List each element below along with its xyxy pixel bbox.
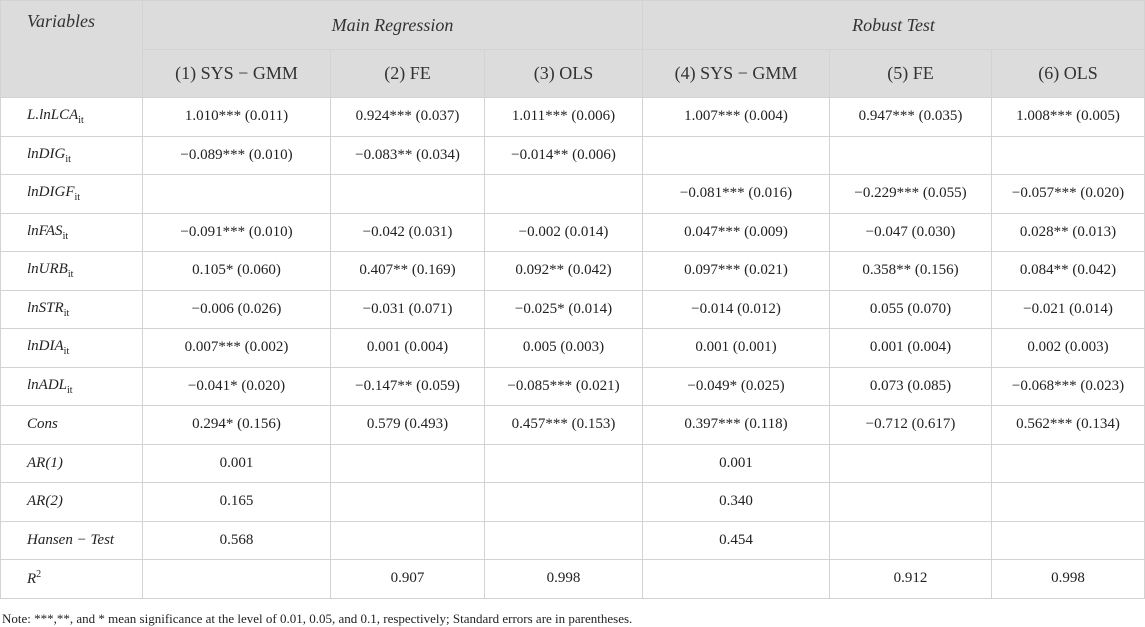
table-cell — [992, 521, 1145, 560]
table-row — [1, 252, 1145, 291]
table-body — [1, 98, 1145, 599]
variable-label — [1, 406, 143, 445]
column-header: (4) SYS − GMM — [643, 50, 830, 98]
table-cell: 0.084** (0.042) — [992, 252, 1145, 291]
table-cell: 0.294* (0.156) — [143, 406, 331, 445]
table-cell: 1.007*** (0.004) — [643, 98, 830, 137]
table-cell: −0.057*** (0.020) — [992, 175, 1145, 214]
group-header-main-regression: Main Regression — [143, 1, 643, 50]
variable-subscript: it — [63, 346, 70, 358]
table-cell: 0.092** (0.042) — [485, 252, 643, 291]
table-cell — [643, 136, 830, 175]
table-row — [1, 98, 1145, 137]
header-row-groups — [1, 1, 1145, 50]
table-cell: −0.041* (0.020) — [143, 367, 331, 406]
variable-name: R — [27, 571, 37, 588]
table-cell: −0.002 (0.014) — [485, 213, 643, 252]
variable-subscript: it — [67, 269, 74, 281]
table-cell — [143, 175, 331, 214]
table-cell: −0.042 (0.031) — [331, 213, 485, 252]
variable-name: lnSTR — [27, 299, 64, 316]
variable-subscript: it — [63, 307, 70, 319]
variable-name: lnFAS — [27, 222, 63, 239]
table-cell: −0.083** (0.034) — [331, 136, 485, 175]
table-row — [1, 560, 1145, 599]
table-cell: −0.021 (0.014) — [992, 290, 1145, 329]
table-cell: −0.229*** (0.055) — [830, 175, 992, 214]
variable-name: L.lnLCA — [27, 107, 79, 124]
variable-label — [1, 329, 143, 368]
variable-subscript: it — [78, 115, 84, 127]
table-cell: 0.097*** (0.021) — [643, 252, 830, 291]
variable-name: AR(1) — [27, 454, 63, 471]
table-cell: 0.001 (0.004) — [830, 329, 992, 368]
table-cell — [830, 136, 992, 175]
table-cell: 0.001 — [643, 444, 830, 483]
table-cell — [331, 483, 485, 522]
table-cell: 0.998 — [992, 560, 1145, 599]
table-cell: 0.165 — [143, 483, 331, 522]
table-cell: 0.454 — [643, 521, 830, 560]
table-cell: 0.912 — [830, 560, 992, 599]
table-cell: 0.457*** (0.153) — [485, 406, 643, 445]
table-cell — [485, 175, 643, 214]
table-row — [1, 175, 1145, 214]
variable-subscript: it — [62, 230, 69, 242]
table-cell: 0.105* (0.060) — [143, 252, 331, 291]
table-cell — [331, 444, 485, 483]
table-cell: −0.091*** (0.010) — [143, 213, 331, 252]
table-row — [1, 406, 1145, 445]
table-cell: −0.712 (0.617) — [830, 406, 992, 445]
table-cell: 0.028** (0.013) — [992, 213, 1145, 252]
table-cell: −0.089*** (0.010) — [143, 136, 331, 175]
column-header: (3) OLS — [485, 50, 643, 98]
table-cell: 0.047*** (0.009) — [643, 213, 830, 252]
table-row — [1, 483, 1145, 522]
variable-name: lnDIA — [27, 338, 64, 355]
table-cell — [643, 560, 830, 599]
table-cell: 0.998 — [485, 560, 643, 599]
table-cell: 0.562*** (0.134) — [992, 406, 1145, 445]
table-cell: 0.579 (0.493) — [331, 406, 485, 445]
table-cell: 0.340 — [643, 483, 830, 522]
column-header: (2) FE — [331, 50, 485, 98]
variable-label — [1, 521, 143, 560]
table-row — [1, 290, 1145, 329]
table-cell: −0.014 (0.012) — [643, 290, 830, 329]
table-cell: 1.011*** (0.006) — [485, 98, 643, 137]
table-cell: −0.081*** (0.016) — [643, 175, 830, 214]
table-cell — [992, 136, 1145, 175]
table-cell — [992, 444, 1145, 483]
table-cell: −0.014** (0.006) — [485, 136, 643, 175]
table-cell: 0.002 (0.003) — [992, 329, 1145, 368]
table-cell — [485, 483, 643, 522]
table-cell: 0.358** (0.156) — [830, 252, 992, 291]
variable-label — [1, 560, 143, 599]
table-cell: 0.073 (0.085) — [830, 367, 992, 406]
table-row — [1, 367, 1145, 406]
table-cell — [830, 521, 992, 560]
table-row — [1, 329, 1145, 368]
table-cell: −0.006 (0.026) — [143, 290, 331, 329]
group-header-robust-test: Robust Test — [643, 1, 1145, 50]
variable-label — [1, 98, 143, 137]
table-cell — [485, 444, 643, 483]
table-cell: −0.147** (0.059) — [331, 367, 485, 406]
variable-name: Cons — [27, 416, 58, 433]
table-cell: −0.031 (0.071) — [331, 290, 485, 329]
variable-label — [1, 367, 143, 406]
variable-name: Hansen − Test — [27, 531, 115, 548]
variable-label — [1, 290, 143, 329]
table-cell — [830, 483, 992, 522]
variable-subscript: it — [65, 153, 71, 165]
variable-superscript: 2 — [36, 569, 42, 581]
table-cell: −0.047 (0.030) — [830, 213, 992, 252]
variable-name: lnURB — [27, 261, 68, 278]
table-cell: 0.397*** (0.118) — [643, 406, 830, 445]
table-row — [1, 213, 1145, 252]
column-header: (5) FE — [830, 50, 992, 98]
table-cell: −0.025* (0.014) — [485, 290, 643, 329]
variable-label — [1, 252, 143, 291]
variable-name: AR(2) — [27, 493, 63, 510]
variable-label — [1, 175, 143, 214]
header-row-columns — [1, 50, 1145, 98]
variable-label — [1, 483, 143, 522]
table-cell: 1.008*** (0.005) — [992, 98, 1145, 137]
variable-name: lnADL — [27, 376, 68, 393]
table-cell: −0.049* (0.025) — [643, 367, 830, 406]
table-cell: 0.001 (0.004) — [331, 329, 485, 368]
table-cell: 0.924*** (0.037) — [331, 98, 485, 137]
variable-name: lnDIG — [27, 145, 66, 162]
column-header: (6) OLS — [992, 50, 1145, 98]
variable-label — [1, 444, 143, 483]
table-cell — [485, 521, 643, 560]
column-header: (1) SYS − GMM — [143, 50, 331, 98]
variable-name: lnDIGF — [27, 184, 75, 201]
table-cell — [143, 560, 331, 599]
variable-label — [1, 213, 143, 252]
variable-subscript: it — [67, 384, 73, 396]
variable-subscript: it — [74, 192, 81, 204]
variables-header: Variables — [1, 1, 143, 98]
table-cell — [331, 521, 485, 560]
table-cell: 0.407** (0.169) — [331, 252, 485, 291]
table-cell — [992, 483, 1145, 522]
table-cell: 0.947*** (0.035) — [830, 98, 992, 137]
table-cell: −0.085*** (0.021) — [485, 367, 643, 406]
table-cell: 0.001 (0.001) — [643, 329, 830, 368]
table-cell: 0.907 — [331, 560, 485, 599]
variable-label — [1, 136, 143, 175]
table-cell: 0.001 — [143, 444, 331, 483]
table-row — [1, 136, 1145, 175]
table-cell — [830, 444, 992, 483]
table-cell: 0.568 — [143, 521, 331, 560]
table-cell: −0.068*** (0.023) — [992, 367, 1145, 406]
table-cell: 0.005 (0.003) — [485, 329, 643, 368]
table-row — [1, 444, 1145, 483]
table-cell — [331, 175, 485, 214]
table-row — [1, 521, 1145, 560]
table-note: Note: ***,**, and * mean significance at the level of 0.01, 0.05, and 0.1, respectively; Standard errors are in parentheses. — [2, 610, 633, 626]
table-cell: 1.010*** (0.011) — [143, 98, 331, 137]
table-cell: 0.007*** (0.002) — [143, 329, 331, 368]
table-cell: 0.055 (0.070) — [830, 290, 992, 329]
